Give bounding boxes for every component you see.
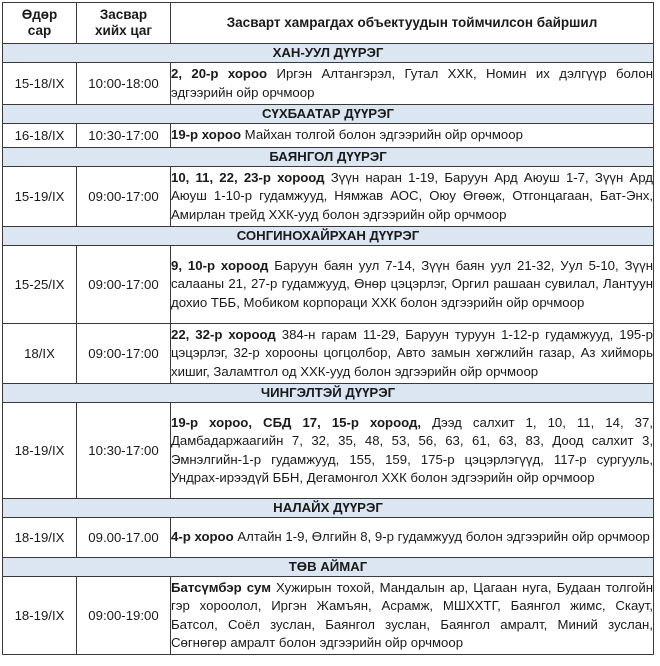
location-text: 384-н гарам 11-29, Баруун туруун 1-12-р гудамжууд, 195-р цэцэрлэг, 32-р хорооны цогцолбор, Авто замын хөгжлийн газар, Аз хийморь хишиг, Заламтгол од ХХК-ууд болон эдгээрийн ойр орчмоор [171, 326, 653, 379]
location-cell [171, 324, 654, 384]
location-text: Майхан толгой болон эдгээрийн ойр орчмоор [241, 127, 523, 143]
section-header-row [3, 148, 654, 167]
section-title: ТӨВ АЙМАГ [3, 558, 654, 577]
khoroo-label: 10, 11, 22, 23-р хороод [171, 169, 325, 185]
section-title: НАЛАЙХ ДҮҮРЭГ [3, 499, 654, 518]
time-cell: 09:00-17:00 [77, 167, 171, 227]
khoroo-label: 22, 32-р хороод [171, 326, 276, 342]
time-cell: 09.00-17.00 [77, 518, 171, 558]
table-row [3, 518, 654, 558]
section-header-row [3, 384, 654, 403]
location-cell [171, 577, 654, 655]
section-header-row [3, 105, 654, 124]
location-cell [171, 403, 654, 499]
table-body [3, 44, 654, 655]
section-title: БАЯНГОЛ ДҮҮРЭГ [3, 148, 654, 167]
table-row [3, 403, 654, 499]
header-row [3, 3, 654, 44]
section-header-row [3, 499, 654, 518]
time-cell: 09:00-17:00 [77, 246, 171, 324]
header-time [77, 3, 171, 44]
date-cell: 15-25/IX [3, 246, 77, 324]
date-cell: 16-18/IX [3, 124, 77, 148]
header-date [3, 3, 77, 44]
section-title: ЧИНГЭЛТЭЙ ДҮҮРЭГ [3, 384, 654, 403]
date-cell: 15-18/IX [3, 63, 77, 105]
header-date-line2: сар [27, 23, 52, 38]
location-text: Иргэн Алтангэрэл, Гутал ХХК, Номин их дэлгүүр болон эдгээрийн ойр орчмоор [171, 66, 653, 100]
header-date-line1: Өдөр [21, 7, 58, 22]
table-row [3, 63, 654, 105]
time-cell: 10:30-17:00 [77, 124, 171, 148]
header-time-line1: Засвар [99, 7, 148, 22]
date-cell: 15-19/IX [3, 167, 77, 227]
khoroo-label: 2, 20-р хороо [171, 66, 268, 82]
location-cell [171, 167, 654, 227]
location-text: Дээд салхит 1, 10, 11, 14, 37, Дамбадаржаагийн 7, 32, 35, 48, 53, 56, 63, 61, 63, 83, Доод салхит 3, Эмнэлгийн-1-р гудамжууд, 155, 159, 175-р цэцэрлэгүүд, 117-р сургууль, Ундрах-ирээдүй ББН, Дегамонгол ХХК болон эдгээрийн ойр орчмоор [171, 414, 653, 485]
table-row [3, 324, 654, 384]
header-location: Засварт хамрагдах объектуудын тоймчилсон байршил [171, 3, 654, 44]
date-cell: 18/IX [3, 324, 77, 384]
date-cell: 18-19/IX [3, 518, 77, 558]
section-title: ХАН-УУЛ ДҮҮРЭГ [3, 44, 654, 63]
date-cell: 18-19/IX [3, 577, 77, 655]
location-cell [171, 518, 654, 558]
table-row [3, 124, 654, 148]
time-cell: 09:00-17:00 [77, 324, 171, 384]
section-title: СОНГИНОХАЙРХАН ДҮҮРЭГ [3, 227, 654, 246]
khoroo-label: 19-р хороо [171, 127, 242, 143]
table-row [3, 246, 654, 324]
location-text: Баруун баян уул 7-14, Зүүн баян уул 21-32, Уул 5-10, Зүүн салааны 21, 27-р гудамжууд, Өнөр цэцэрлэг, Оргил рашаан сувилал, Лантуун дохио ТББ, Мобиком корпораци ХХК болон эдгээрийн ойр орчмоор [171, 257, 654, 310]
time-cell: 10:30-17:00 [77, 403, 171, 499]
khoroo-label: 9, 10-р хороод [171, 257, 269, 273]
location-text: Алтайн 1-9, Өлгийн 8, 9-р гудамжууд болон эдгээрийн ойр орчмоор [233, 529, 650, 545]
location-cell [171, 124, 654, 148]
outage-schedule-table [2, 2, 654, 655]
header-time-line2: хийх цаг [95, 23, 152, 38]
table-row [3, 577, 654, 655]
section-title: СҮХБААТАР ДҮҮРЭГ [3, 105, 654, 124]
date-cell: 18-19/IX [3, 403, 77, 499]
table-row [3, 167, 654, 227]
time-cell: 10:00-18:00 [77, 63, 171, 105]
location-text: Зүүн наран 1-19, Баруун Ард Аюуш 1-7, Зүүн Ард Аюуш 1-10-р гудамжууд, Нямжав АОС, Оюу Өгөөж, Отгонцагаан, Бат-Энх, Амирлан трейд ХХК-ууд болон эдгээрийн ойр орчмоор [171, 169, 654, 222]
section-header-row [3, 227, 654, 246]
time-cell: 09:00-19:00 [77, 577, 171, 655]
khoroo-label: 4-р хороо [171, 529, 234, 545]
location-cell [171, 246, 654, 324]
khoroo-label: Батсүмбэр сум [171, 579, 271, 595]
khoroo-label: 19-р хороо, СБД 17, 15-р хороод, [171, 414, 422, 430]
section-header-row [3, 44, 654, 63]
section-header-row [3, 558, 654, 577]
location-cell [171, 63, 654, 105]
location-text: Хужирын тохой, Мандалын ар, Цагаан нуга, Будаан толгойн гэр хороолол, Иргэн Жамъян, Асрамж, МШХХТГ, Баянгол жимс, Скаут, Батсол, Соёл зуслан, Баянгол зуслан, Баянгол амралт, Миний зуслан, Сөгнөгөр амралт болон эдгээрийн ойр орчмоор [171, 579, 653, 650]
